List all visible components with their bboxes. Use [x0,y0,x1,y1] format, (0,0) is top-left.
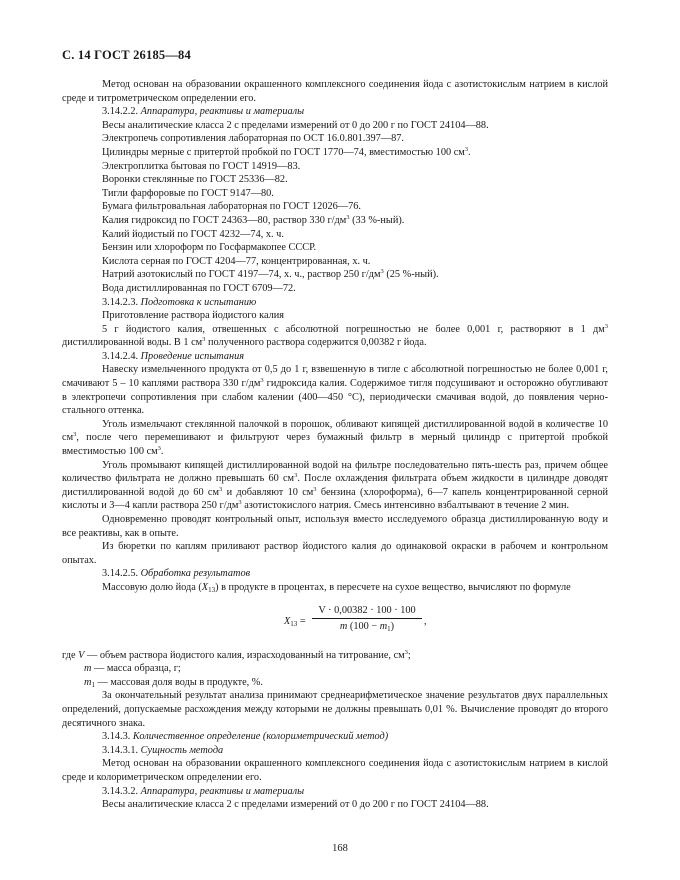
equipment-item: Электропечь сопротивления лабораторная по ОСТ 16.0.801.397—87. [102,133,404,145]
formula-numerator: V · 0,00382 · 100 · 100 [312,604,422,620]
formula-fraction [312,604,422,634]
equipment-item: Весы аналитические класса 2 с пределами измерений от 0 до 200 г по ГОСТ 24104—88. [102,119,489,131]
section-number: 3.14.2.3. [102,296,139,308]
text-run: полученного раствора содержится 0,00382 г йода. [205,337,427,349]
subscript: 1 [387,625,391,634]
text-run: гидроксида калия. Содержимое тигля подсушивают и осторожно обугливают в электропечи сопротивления при слабом калении (400—450 °С), периодически смачивая водой, до появления черно-стального оттенка. [62,378,608,417]
superscript: 3 [202,336,206,344]
equipment-item-text: Натрий азотокислый по ГОСТ 4197—74, х. ч., раствор 250 г/дм [102,269,381,281]
paragraph-sample-ashing [62,363,608,417]
equipment-item-suffix: (25 %-ный). [383,269,439,281]
section-number: 3.14.3.1. [102,744,139,756]
text-run: . После охлаждения фильтрата объем жидкости в цилиндре доводят дистиллированной водой до 60 см [62,473,608,498]
section-title: Аппаратура, реактивы и материалы [140,785,305,797]
section-number: 3.14.3.2. [102,785,139,797]
equipment-item: Бензин или хлороформ по Госфармакопее СССР. [102,242,317,254]
subscript: 13 [290,619,298,628]
legend-item [62,662,608,676]
text-run: . [160,446,164,458]
superscript: 3 [346,213,350,221]
superscript: 3 [238,499,242,507]
text-run: — масса образца, г; [91,663,181,675]
text-run: Уголь измельчают стеклянной палочкой в порошок, обливают кипящей дистиллированной водой в количестве 10 см [62,418,608,444]
equipment-item [62,268,608,282]
equals-sign: = [297,615,306,627]
section-heading-3-14-3-2 [62,785,608,799]
paragraph-preparation-title: Приготовление раствора йодистого калия [102,310,284,322]
document-body [62,78,608,812]
equipment-item: Бумага фильтровальная лабораторная по ГОСТ 12026—76. [102,201,361,213]
equipment-item: Вода дистиллированная по ГОСТ 6709—72. [102,282,296,294]
page-number: 168 [332,843,348,854]
text-run: ; [407,649,411,661]
equipment-item-text: Цилиндры мерные с притертой пробкой по ГОСТ 1770—74, вместимостью 100 см [102,146,465,158]
text-run: азотистокислого натрия. Смесь интенсивно взбалтывают в течение 2 мин. [241,500,570,512]
math-symbol: m [84,676,92,688]
equipment-item: Кислота серная по ГОСТ 4204—77, концентрированная, х. ч. [102,255,371,267]
paragraph-washing [62,459,608,513]
text-run: Массовую долю йода ( [102,581,202,593]
superscript: 3 [157,445,161,453]
text-run: — массовая доля воды в продукте, %. [94,676,263,688]
equipment-item-text: Калия гидроксид по ГОСТ 24363—80, раствор 330 г/дм [102,214,347,226]
subscript: 13 [208,585,216,594]
text-run: Уголь промывают кипящей дистиллированной водой на фильтре последовательно пять-шесть раз, причем общее количество фильтрата не должно превышать 60 см [62,459,608,485]
text-run: (100 − [347,621,380,633]
legend-item [62,676,608,690]
math-symbol: X [201,581,209,593]
section-number: 3.14.2.4. [102,350,139,362]
math-symbol: X [284,615,291,627]
page-header: С. 14 ГОСТ 26185—84 [62,48,191,62]
section-title: Подготовка к испытанию [140,296,257,308]
paragraph-final-result: За окончательный результат анализа принимают среднеарифметическое значение результатов двух параллельных определений, допускаемые расхождения между которыми не должны превышать 0,01 %. Вычисление проводят до второго десятичного знака. [62,690,608,729]
text-run: и добавляют 10 см [222,486,314,498]
math-symbol: V [78,649,85,661]
text-run: — объем раствора йодистого калия, израсходованный на титрование, см [84,649,405,661]
equipment-item: Электроплитка бытовая по ГОСТ 14919—83. [102,160,301,172]
section-title: Количественное определение (колориметрический метод) [132,731,389,743]
section-number: 3.14.2.5. [102,568,139,580]
superscript: 3 [294,472,298,480]
text-run: где [62,649,79,661]
equipment-item-suffix: . [468,146,471,158]
superscript: 3 [260,377,264,385]
equipment-item: Калий йодистый по ГОСТ 4232—74, х. ч. [102,228,284,240]
formula [62,601,608,643]
math-symbol: m [379,621,388,633]
superscript: 3 [313,485,317,493]
equipment-item [62,146,608,160]
equipment-item: Весы аналитические класса 2 с пределами измерений от 0 до 200 г по ГОСТ 24104—88. [102,799,489,811]
paragraph-control-test: Одновременно проводят контрольный опыт, используя вместо исследуемого образца дистиллированную воду и все реактивы, как в опыте. [62,514,608,539]
paragraph-coal-filtration [62,418,608,459]
text-run: бензина (хлороформа), 6—7 капель концентрированной серной кислоты и 3—4 капли раствора 250 г/дм [62,486,608,512]
superscript: 3 [404,648,408,656]
superscript: 3 [464,145,469,153]
section-title: Сущность метода [140,744,224,756]
section-heading-3-14-3-1 [62,744,608,758]
equipment-item [62,214,608,228]
formula-denominator [312,619,422,634]
paragraph-titration: Из бюретки по каплям приливают раствор йодистого калия до одинаковой окраски в рабочем и контрольном опытах. [62,541,608,566]
superscript: 3 [219,485,223,493]
section-number: 3.14.3. [102,731,131,743]
section-title: Проведение испытания [140,350,245,362]
text-run: ) в продукте в процентах, в пересчете на сухое вещество, вычисляют по формуле [215,581,571,593]
paragraph-preparation [62,323,608,350]
section-title: Аппаратура, реактивы и материалы [140,106,305,118]
equipment-item: Воронки стеклянные по ГОСТ 25336—82. [102,174,288,186]
text-run: 5 г йодистого калия, отвешенных с абсолютной погрешностью не более 0,001 г, растворяют в 1 дм [102,323,605,335]
subscript: 1 [91,680,95,689]
formula-tail: , [424,615,427,627]
paragraph-method-principle-colorimetric: Метод основан на образовании окрашенного комплексного соединения йода с азотистокислым натрием в кислой среде и колориметрическом определении его. [62,758,608,783]
superscript: 3 [73,431,77,439]
text-run: дистиллированной воды. В 1 см [62,337,203,349]
math-symbol: m [339,621,348,633]
equipment-item: Тигли фарфоровые по ГОСТ 9147—80. [102,187,274,199]
section-heading-3-14-2-4 [62,350,608,364]
text-run: , после чего перемешивают и фильтруют через бумажный фильтр в мерный цилиндр с притертой пробкой вместимостью 100 см [62,432,608,458]
superscript: 3 [380,268,384,276]
section-heading-3-14-2-3 [62,296,608,310]
section-number: 3.14.2.2. [102,106,139,118]
paragraph-method-principle: Метод основан на образовании окрашенного комплексного соединения йода с азотистокислым натрием в кислой среде и титрометрическом определении его. [62,79,608,104]
section-heading-3-14-3 [62,730,608,744]
text-run: ) [390,621,395,633]
formula-lhs [284,615,306,629]
superscript: 3 [604,322,608,330]
legend-item [62,649,608,663]
equipment-item-suffix: (33 %-ный). [349,214,405,226]
text-run: Навеску измельченного продукта от 0,5 до 1 г, взвешенную в тигле с абсолютной погрешностью не более 0,001 г, смачивают 5 – 10 каплями раствора 330 г/дм [62,364,608,390]
section-heading-3-14-2-2 [62,105,608,119]
math-symbol: m [84,663,92,675]
paragraph-calculation [62,581,608,595]
section-title: Обработка результатов [140,568,251,580]
section-heading-3-14-2-5 [62,567,608,581]
